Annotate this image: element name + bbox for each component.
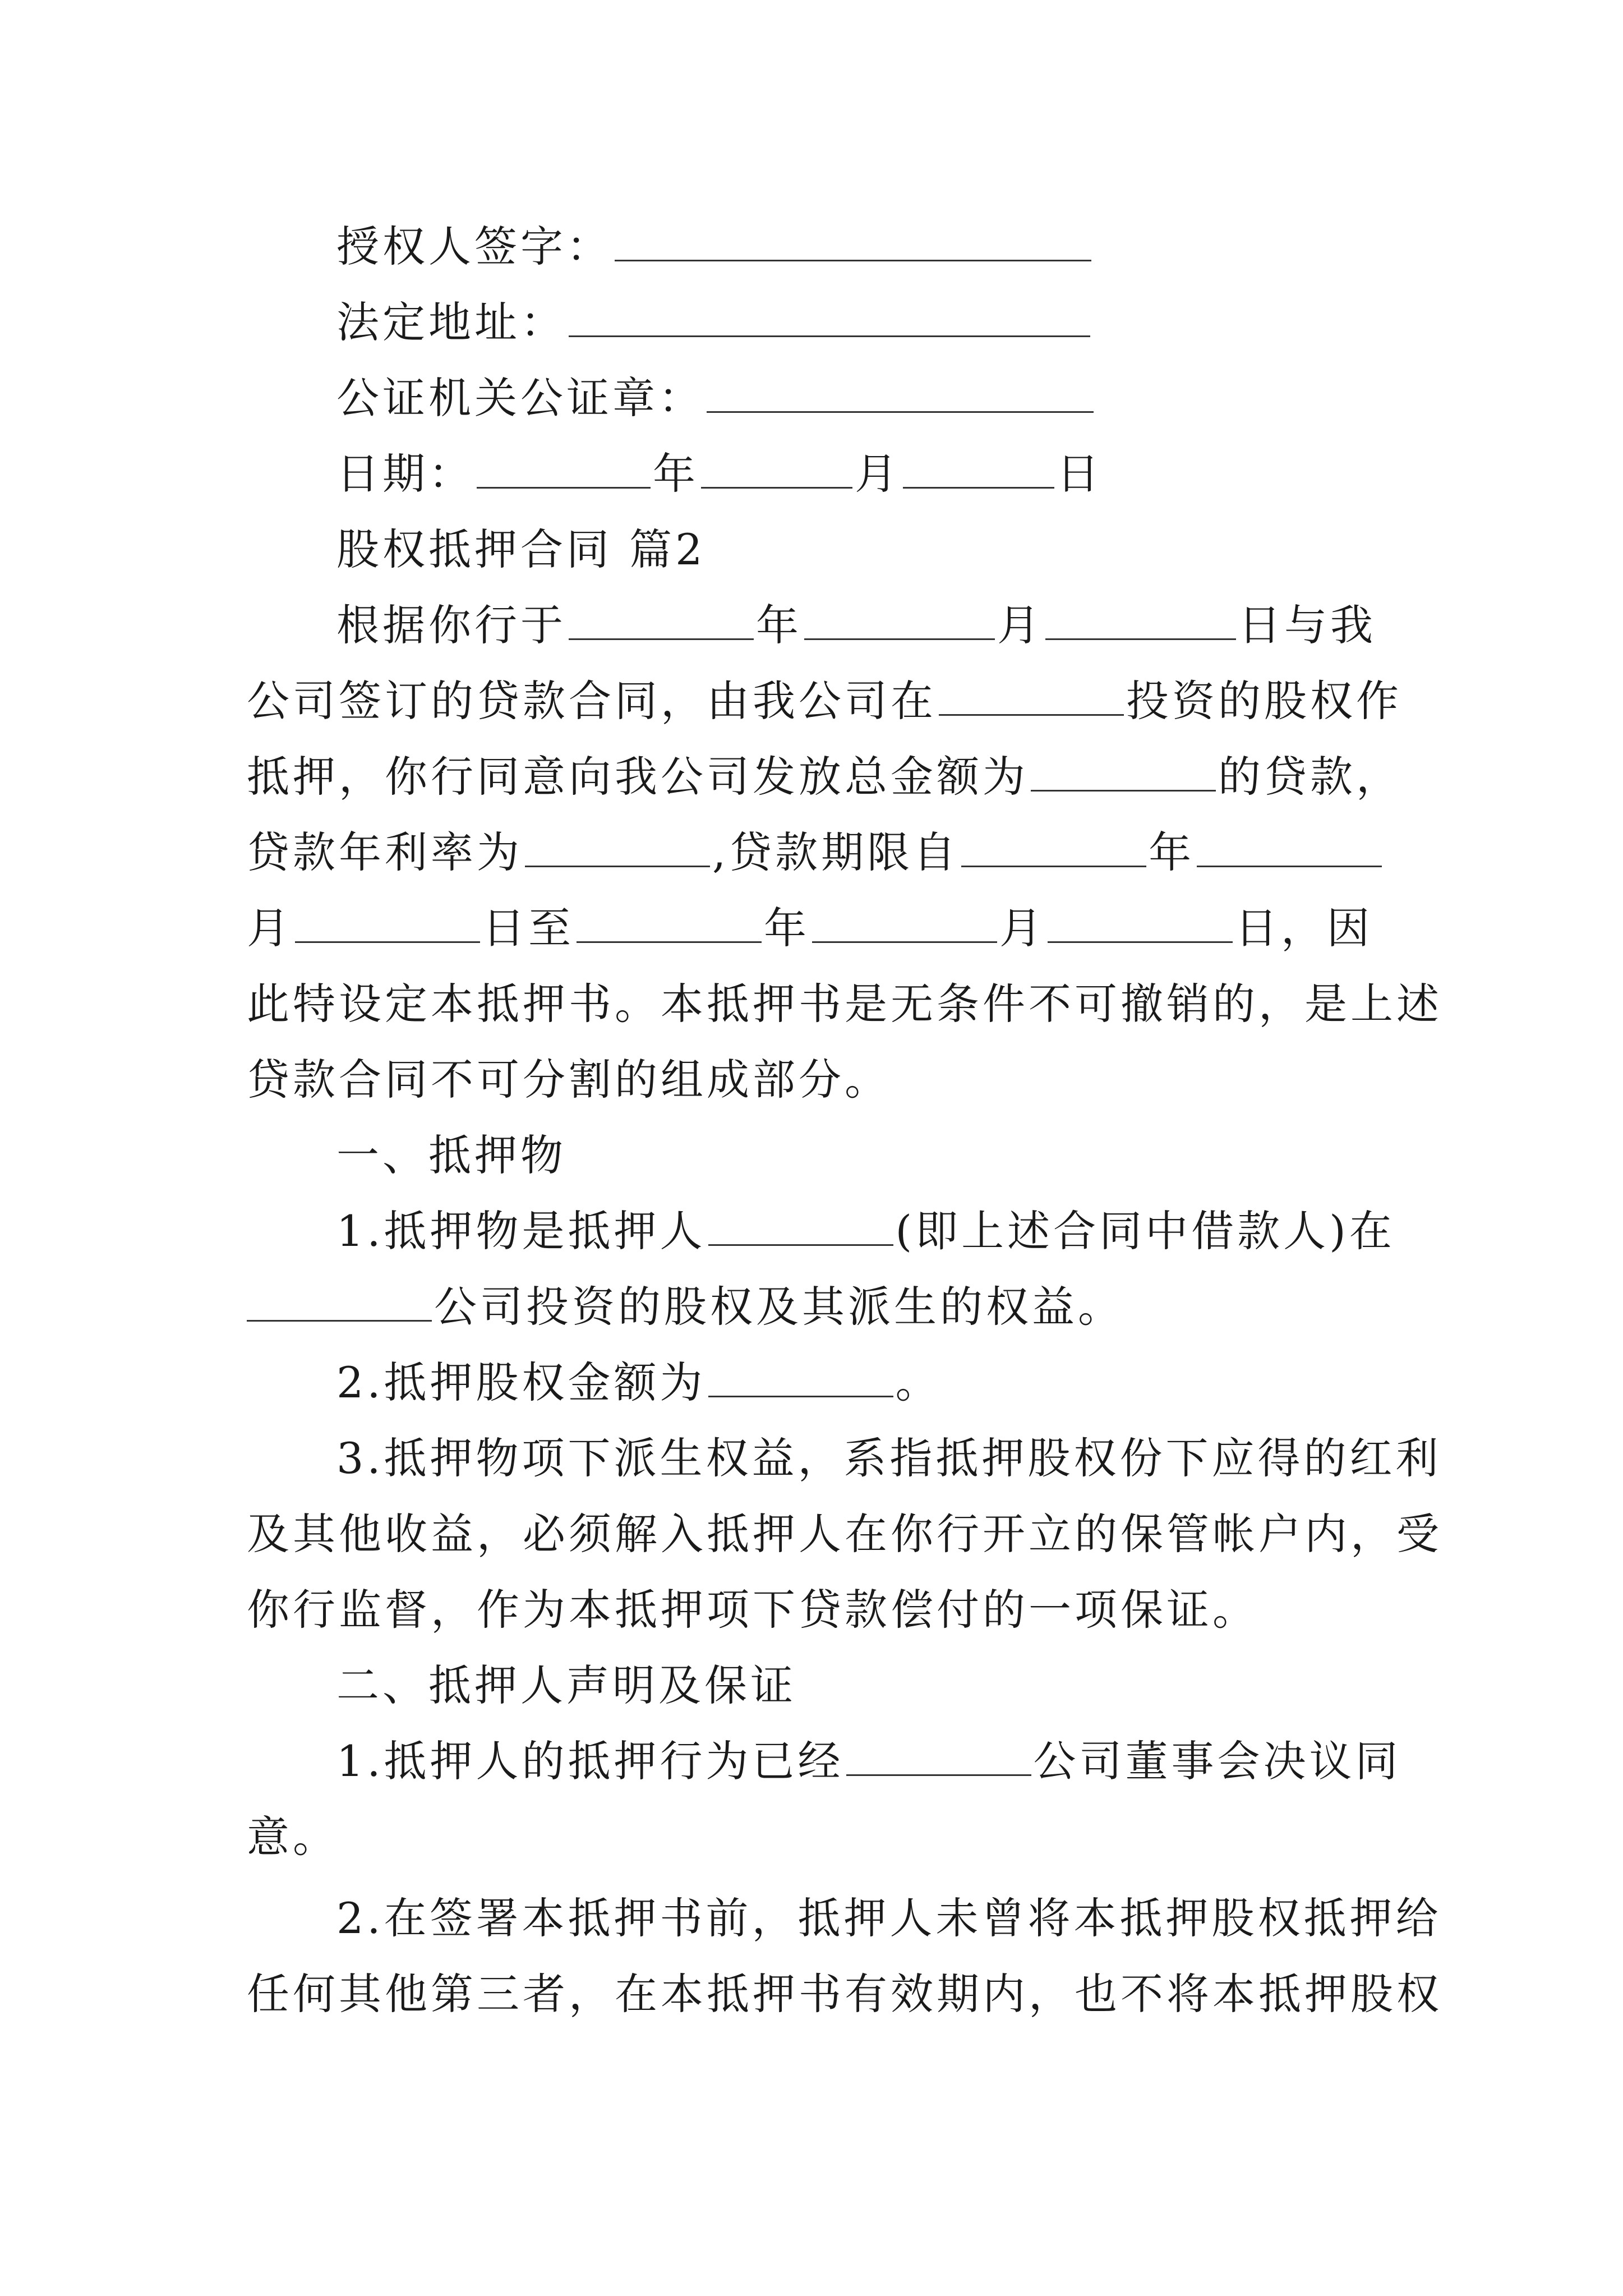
date-day: 日: [1057, 449, 1103, 499]
auth-sign-blank: [615, 220, 1091, 261]
text: 日，因: [1235, 903, 1373, 953]
blank: [525, 826, 710, 867]
heading-declaration: 二、抵押人声明及保证: [336, 1660, 796, 1710]
blank: [804, 599, 995, 640]
blank: [1197, 826, 1382, 867]
text: 公司签订的贷款合同，由我公司在: [247, 676, 937, 726]
para1-line4: [247, 825, 1391, 881]
blank: [577, 902, 762, 943]
decl2-line1: 2.在签署本抵押书前，抵押人未曾将本抵押股权抵押给: [336, 1893, 1442, 1943]
blank: [708, 1205, 893, 1246]
blank: [295, 902, 480, 943]
date-year-blank: [477, 448, 651, 489]
text: 1.抵押物是抵押人: [336, 1206, 706, 1256]
item3-line2: 及其他收益，必须解入抵押人在你行开立的保管帐户内，受: [247, 1509, 1442, 1559]
text: ,贷款期限自: [712, 827, 960, 877]
blank: [939, 675, 1124, 716]
section-title: 股权抵押合同 篇2: [336, 524, 706, 574]
blank: [812, 902, 997, 943]
blank: [961, 826, 1146, 867]
para1-line6: 此特设定本抵押书。本抵押书是无条件不可撤销的，是上述: [247, 979, 1442, 1029]
notary-seal-label: 公证机关公证章：: [336, 373, 704, 423]
para1-line7: 贷款合同不可分割的组成部分。: [247, 1055, 891, 1105]
text: 月: [999, 903, 1045, 953]
item2-line: [336, 1355, 1481, 1411]
text: 。: [895, 1358, 942, 1407]
text: 的贷款，: [1218, 752, 1402, 802]
text: 公司董事会决议同: [1033, 1736, 1401, 1786]
decl1-line2: 意。: [247, 1812, 339, 1862]
item3-line3: 你行监督，作为本抵押项下贷款偿付的一项保证。: [247, 1585, 1258, 1635]
legal-addr-blank: [569, 296, 1090, 337]
text: 年: [1149, 827, 1195, 877]
date-month-blank: [701, 448, 852, 489]
para1-line3: [247, 749, 1402, 805]
text: 月: [247, 903, 293, 953]
text: 2.抵押股权金额为: [336, 1358, 706, 1407]
text: 日至: [482, 903, 574, 953]
blank: [1031, 751, 1216, 792]
blank: [247, 1281, 432, 1322]
blank: [569, 599, 754, 640]
text: 贷款年利率为: [247, 827, 523, 877]
notary-seal-line: [336, 370, 1481, 426]
heading-collateral: 一、抵押物: [336, 1130, 566, 1180]
text: 根据你行于: [336, 600, 566, 650]
text: 年: [756, 600, 802, 650]
para1-line2: [247, 673, 1402, 729]
para1-line5: [247, 900, 1391, 956]
auth-sign-line: [336, 219, 1481, 275]
blank: [1045, 599, 1236, 640]
auth-sign-label: 授权人签字：: [336, 222, 612, 272]
date-month: 月: [855, 449, 901, 499]
text: 1.抵押人的抵押行为已经: [336, 1736, 844, 1786]
blank: [846, 1735, 1031, 1776]
date-day-blank: [903, 448, 1054, 489]
item3-line1: 3.抵押物项下派生权益，系指抵押股权份下应得的红利: [336, 1433, 1442, 1483]
text: 抵押，你行同意向我公司发放总金额为: [247, 752, 1029, 802]
blank: [1048, 902, 1233, 943]
text: (即上述合同中借款人)在: [895, 1206, 1395, 1256]
text: 月: [997, 600, 1043, 650]
para1-line1: [336, 597, 1481, 654]
text: 日与我: [1238, 600, 1376, 650]
text: 公司投资的股权及其派生的权益。: [434, 1282, 1124, 1332]
decl2-line2: 任何其他第三者，在本抵押书有效期内，也不将本抵押股权: [247, 1969, 1442, 2019]
legal-addr-line: [336, 295, 1481, 351]
blank: [708, 1356, 893, 1397]
text: 年: [764, 903, 810, 953]
item1-line2: [247, 1279, 1391, 1335]
text: 投资的股权作: [1126, 676, 1402, 726]
date-label: 日期：: [336, 449, 474, 499]
legal-addr-label: 法定地址：: [336, 297, 566, 347]
item1-line1: [336, 1203, 1481, 1259]
decl1-line1: [336, 1733, 1481, 1789]
date-line: [336, 446, 1481, 502]
notary-seal-blank: [707, 372, 1094, 413]
date-year: 年: [653, 449, 699, 499]
